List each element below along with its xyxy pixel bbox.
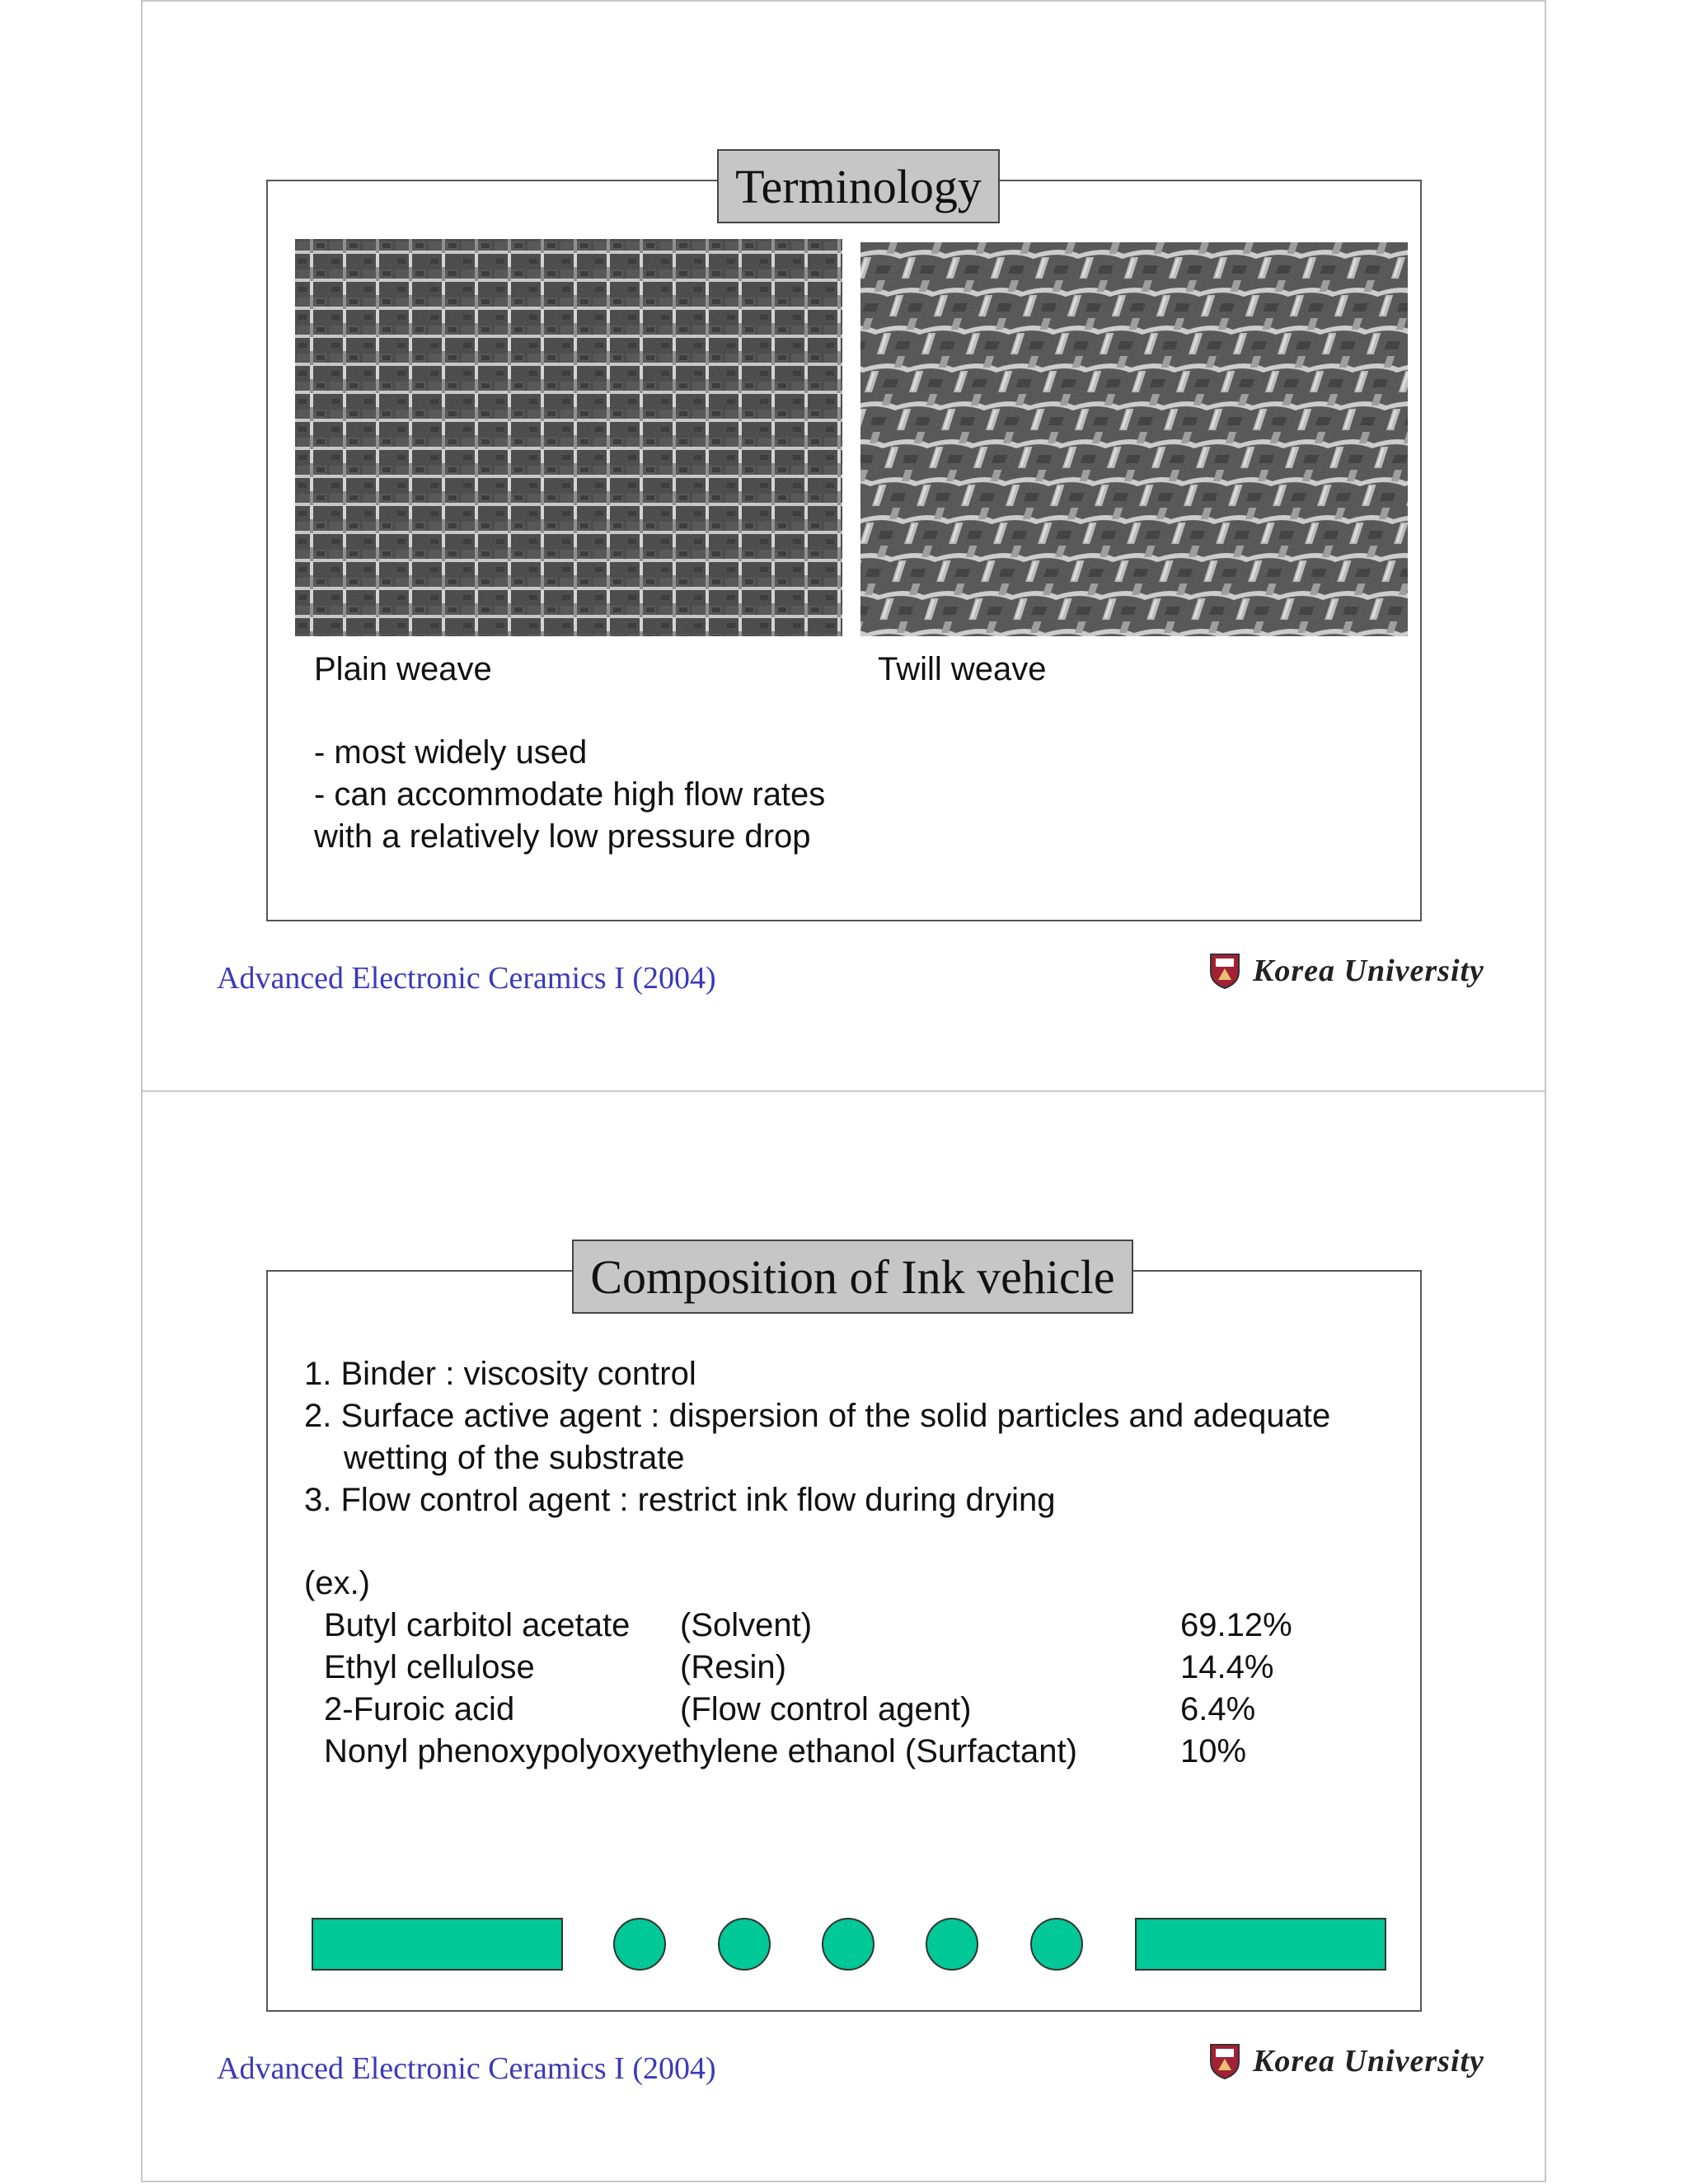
plain-weave-label: Plain weave [314,651,492,687]
deco-circle-2 [718,1918,771,1971]
row-1-pct: 69.12% [1180,1607,1292,1643]
slide-divider [141,1090,1546,1092]
deco-circle-4 [926,1918,978,1971]
bullet-1: - most widely used [314,734,588,771]
slide1-logo-text: Korea University [1253,954,1484,988]
row-3-name: 2-Furoic acid [324,1691,515,1727]
row-2-name: Ethyl cellulose [324,1649,535,1685]
slide1-title: Terminology [717,149,1000,223]
row-3-pct: 6.4% [1180,1691,1256,1727]
item-1: 1. Binder : viscosity control [304,1356,696,1392]
slide1-logo [1208,952,1484,990]
deco-circle-5 [1030,1918,1083,1971]
row-4-name: Nonyl phenoxypolyoxyethylene ethanol (Surfactant) [324,1733,1077,1769]
row-1-role: (Solvent) [680,1607,813,1643]
twill-weave-image [860,242,1408,636]
bullet-2-continued: with a relatively low pressure drop [314,818,811,855]
row-2-pct: 14.4% [1180,1649,1274,1685]
slide2-footer: Advanced Electronic Ceramics I (2004) [217,2051,716,2086]
deco-rect-right [1135,1918,1386,1971]
university-crest-icon [1208,2042,1241,2080]
university-crest-icon [1208,952,1241,990]
slide2-logo-text: Korea University [1253,2044,1484,2079]
slide1-footer: Advanced Electronic Ceramics I (2004) [217,961,716,996]
item-2: 2. Surface active agent : dispersion of the solid particles and adequate [304,1398,1331,1434]
twill-weave-label: Twill weave [878,651,1047,687]
example-label: (ex.) [304,1565,370,1601]
item-3: 3. Flow control agent : restrict ink flow during drying [304,1482,1056,1518]
plain-weave-image [295,239,842,636]
bullet-2: - can accommodate high flow rates [314,776,826,813]
row-2-role: (Resin) [680,1649,786,1685]
deco-rect-left [312,1918,563,1971]
deco-circle-3 [822,1918,874,1971]
item-2-continued: wetting of the substrate [344,1440,685,1476]
slide2-title: Composition of Ink vehicle [572,1240,1133,1314]
row-3-role: (Flow control agent) [680,1691,972,1727]
deco-circle-1 [613,1918,666,1971]
row-1-name: Butyl carbitol acetate [324,1607,631,1643]
slide2-logo [1208,2042,1484,2080]
row-4-pct: 10% [1180,1733,1247,1769]
